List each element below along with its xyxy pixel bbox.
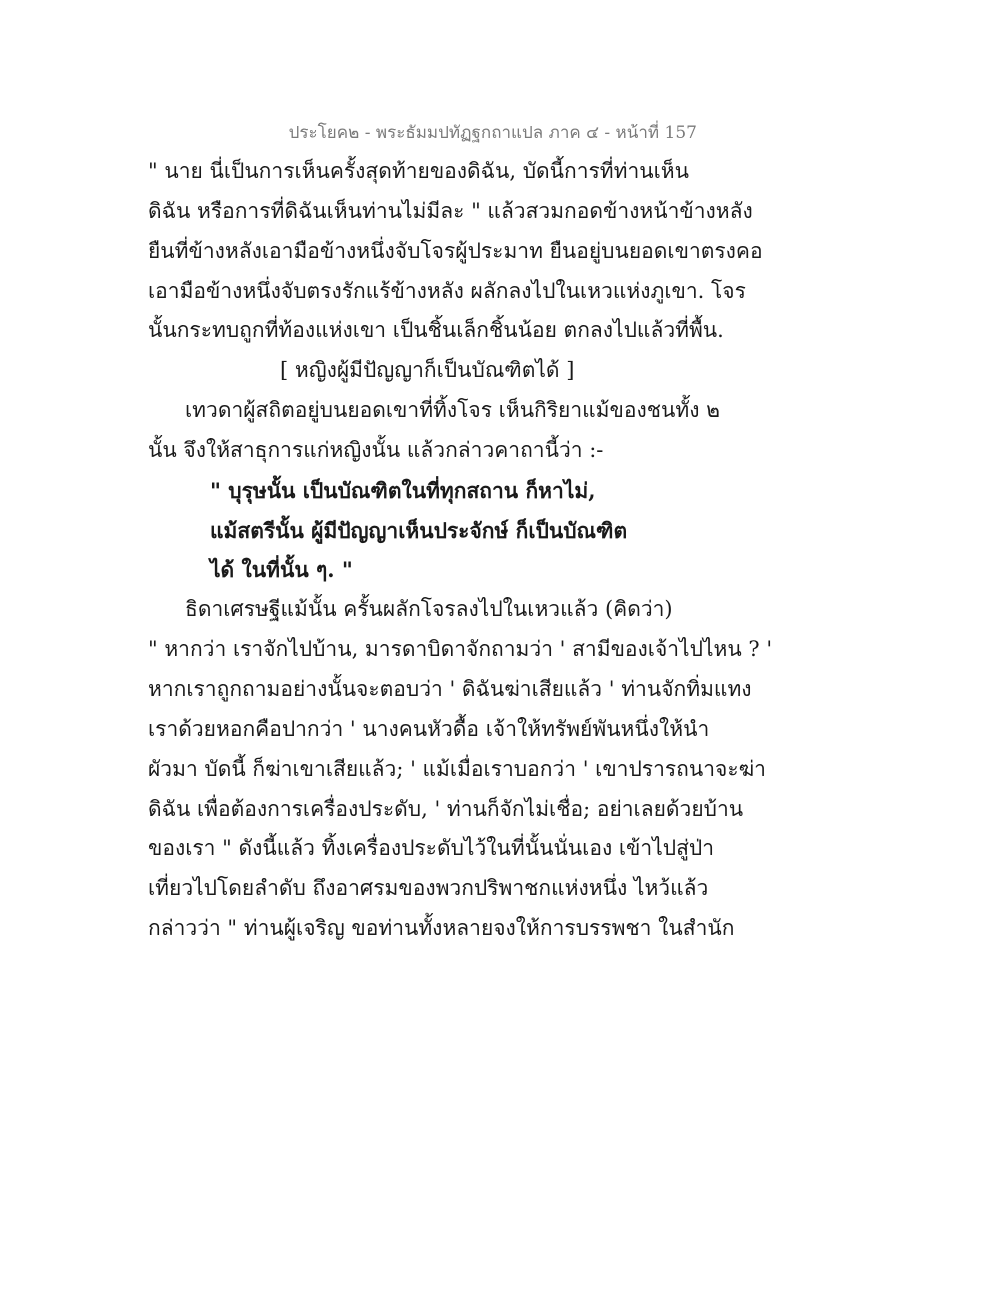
verse-line: ได้ ในที่นั้น ๆ. " <box>210 557 353 583</box>
text-line: ยืนที่ข้างหลังเอามือข้างหนึ่งจับโจรผู้ประมาท ยืนอยู่บนยอดเขาตรงคอ <box>148 238 763 263</box>
text-line: กล่าวว่า " ท่านผู้เจริญ ขอท่านทั้งหลายจงให้การบรรพชา ในสำนัก <box>148 916 735 941</box>
body-text <box>148 152 968 949</box>
running-header: ประโยค๒ - พระธัมมปทัฏฐกถาแปล ภาค ๔ - หน้าที่ 157 <box>288 123 697 143</box>
text-line: ธิดาเศรษฐีแม้นั้น ครั้นผลักโจรลงไปในเหวแล้ว (คิดว่า) <box>185 597 673 622</box>
text-line: " นาย นี่เป็นการเห็นครั้งสุดท้ายของดิฉัน, บัดนี้การที่ท่านเห็น <box>148 159 690 183</box>
text-line: ดิฉัน หรือการที่ดิฉันเห็นท่านไม่มีละ " แล้วสวมกอดข้างหน้าข้างหลัง <box>148 198 753 223</box>
text-line: เอามือข้างหนึ่งจับตรงรักแร้ข้างหลัง ผลักลงไปในเหวแห่งภูเขา. โจร <box>148 278 746 303</box>
text-line: ดิฉัน เพื่อต้องการเครื่องประดับ, ' ท่านก็จักไม่เชื่อ; อย่าเลยด้วยบ้าน <box>148 796 744 821</box>
text-line: นั้นกระทบถูกที่ท้องแห่งเขา เป็นชิ้นเล็กชิ้นน้อย ตกลงไปแล้วที่พื้น. <box>148 318 724 343</box>
text-line: นั้น จึงให้สาธุการแก่หญิงนั้น แล้วกล่าวคาถานี้ว่า :- <box>148 437 604 462</box>
text-line: ของเรา " ดังนี้แล้ว ทิ้งเครื่องประดับไว้ในที่นั้นนั่นเอง เข้าไปสู่ป่า <box>148 836 715 861</box>
text-line: " หากว่า เราจักไปบ้าน, มารดาบิดาจักถามว่า ' สามีของเจ้าไปไหน ? ' <box>148 637 773 662</box>
text-line: เราด้วยหอกคือปากว่า ' นางคนหัวดื้อ เจ้าให้ทรัพย์พันหนึ่งให้นำ <box>148 716 710 741</box>
verse-line: แม้สตรีนั้น ผู้มีปัญญาเห็นประจักษ์ ก็เป็นบัณฑิต <box>210 517 628 543</box>
text-line: เทวดาผู้สถิตอยู่บนยอดเขาที่ทิ้งโจร เห็นกิริยาแม้ของชนทั้ง ๒ <box>185 398 720 423</box>
text-line: ผัวมา บัดนี้ ก็ฆ่าเขาเสียแล้ว; ' แม้เมื่อเราบอกว่า ' เขาปรารถนาจะฆ่า <box>148 756 766 781</box>
text-line: เที่ยวไปโดยลำดับ ถึงอาศรมของพวกปริพาชกแห่งหนึ่ง ไหว้แล้ว <box>148 876 709 901</box>
text-line: หากเราถูกถามอย่างนั้นจะตอบว่า ' ดิฉันฆ่าเสียแล้ว ' ท่านจักทิ่มแทง <box>148 676 752 701</box>
section-heading: [ หญิงผู้มีปัญญาก็เป็นบัณฑิตได้ ] <box>280 358 575 383</box>
verse-line: " บุรุษนั้น เป็นบัณฑิตในที่ทุกสถาน ก็หาไม่, <box>210 477 596 503</box>
